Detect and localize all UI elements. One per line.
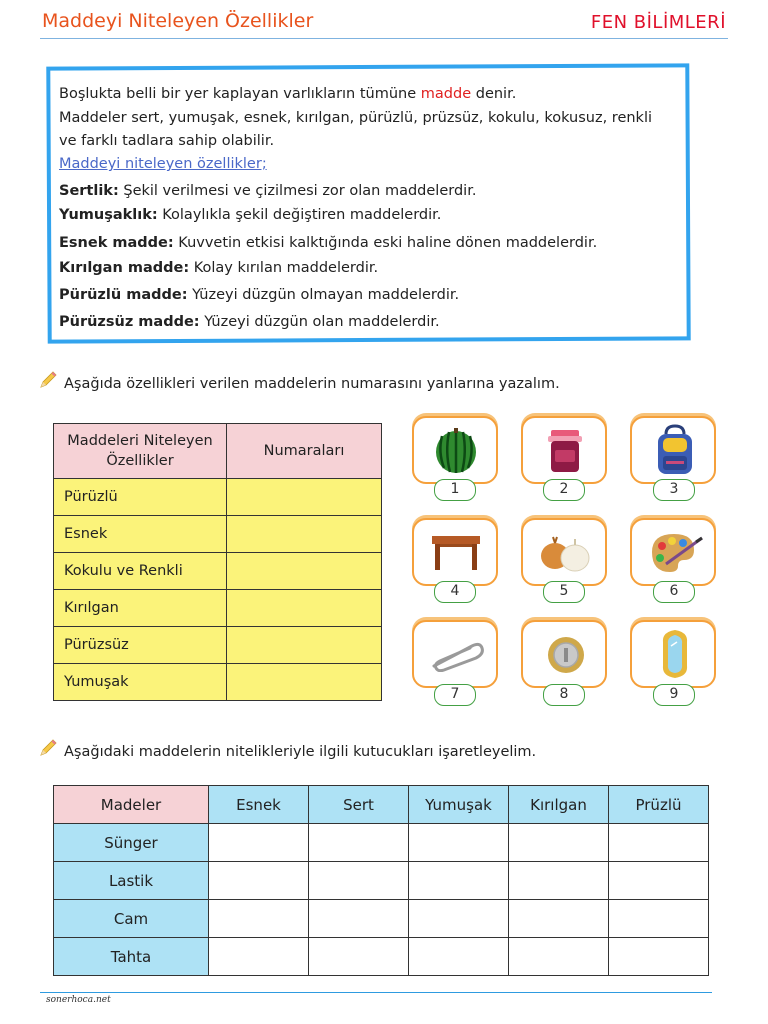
checkbox-cell[interactable] [409, 862, 509, 900]
number-answer-cell[interactable] [227, 664, 382, 701]
page-title: Maddeyi Niteleyen Özellikler [42, 10, 314, 32]
info-line-3: ve farklı tadlara sahip olabilir. [59, 133, 275, 149]
picture-card-9 [630, 620, 716, 688]
material-label: Cam [54, 900, 209, 938]
material-label: Tahta [54, 938, 209, 976]
subject-label: FEN BİLİMLERİ [590, 12, 726, 33]
definition-elastic [59, 234, 597, 252]
number-answer-cell[interactable] [227, 516, 382, 553]
checkbox-cell[interactable] [609, 862, 709, 900]
checkbox-cell[interactable] [409, 824, 509, 862]
picture-card-3 [630, 416, 716, 484]
watermelon-icon [434, 428, 478, 474]
property-label: Pürüzlü [54, 479, 227, 516]
table-row [54, 824, 709, 862]
picture-card-1 [412, 416, 498, 484]
madde-highlight: madde [420, 86, 472, 102]
paper-clip-icon [426, 638, 486, 672]
checkbox-cell[interactable] [509, 824, 609, 862]
picture-card-4 [412, 518, 498, 586]
definition-fragile [59, 259, 378, 277]
property-label: Yumuşak [54, 664, 227, 701]
col-header-hard: Sert [309, 786, 409, 824]
task1-instruction: Aşağıda özellikleri verilen maddelerin numarasını yanlarına yazalım. [64, 376, 560, 392]
checkbox-cell[interactable] [609, 900, 709, 938]
checkbox-cell[interactable] [309, 862, 409, 900]
definition-term: Yumuşaklık: [59, 207, 158, 223]
definition-term: Esnek madde: [59, 235, 174, 251]
property-label: Pürüzsüz [54, 627, 227, 664]
definition-text: Kolaylıkla şekil değiştiren maddelerdir. [157, 207, 442, 223]
number-answer-cell[interactable] [227, 553, 382, 590]
checkbox-cell[interactable] [209, 862, 309, 900]
backpack-icon [654, 424, 696, 476]
property-label: Esnek [54, 516, 227, 553]
info-text: denir. [471, 86, 517, 102]
definition-text: Kuvvetin etkisi kalktığında eski haline dönen maddelerdir. [173, 235, 598, 251]
card-number: 8 [543, 684, 585, 706]
col-header-soft: Yumuşak [409, 786, 509, 824]
property-label: Kokulu ve Renkli [54, 553, 227, 590]
checkbox-cell[interactable] [309, 900, 409, 938]
materials-table [53, 785, 709, 976]
table-icon [430, 532, 482, 572]
card-number: 3 [653, 479, 695, 501]
paint-palette-icon [646, 530, 704, 574]
table-row [54, 590, 382, 627]
definition-term: Pürüzlü madde: [59, 287, 188, 303]
picture-card-8 [521, 620, 607, 688]
checkbox-cell[interactable] [509, 938, 609, 976]
onion-icon [535, 534, 595, 574]
table-row [54, 938, 709, 976]
task2-instruction: Aşağıdaki maddelerin nitelikleriyle ilgili kutucukları işaretleyelim. [64, 744, 537, 760]
definition-smooth [59, 313, 440, 331]
definition-text: Yüzeyi düzgün olmayan maddelerdir. [187, 287, 460, 303]
definition-text: Yüzeyi düzgün olan maddelerdir. [199, 314, 440, 330]
checkbox-cell[interactable] [509, 862, 609, 900]
property-label: Kırılgan [54, 590, 227, 627]
card-number: 9 [653, 684, 695, 706]
pencil-icon [38, 738, 58, 758]
col-header-numbers: Numaraları [227, 424, 382, 479]
checkbox-cell[interactable] [409, 900, 509, 938]
info-line-2: Maddeler sert, yumuşak, esnek, kırılgan, pürüzlü, prüzsüz, kokulu, kokusuz, renkli [59, 110, 653, 126]
col-header-elastic: Esnek [209, 786, 309, 824]
footer-watermark: sonerhoca.net [46, 995, 111, 1005]
card-number: 5 [543, 581, 585, 603]
table-row [54, 627, 382, 664]
material-label: Sünger [54, 824, 209, 862]
picture-card-2 [521, 416, 607, 484]
picture-card-7 [412, 620, 498, 688]
card-number: 7 [434, 684, 476, 706]
checkbox-cell[interactable] [309, 824, 409, 862]
number-answer-cell[interactable] [227, 627, 382, 664]
checkbox-cell[interactable] [609, 824, 709, 862]
card-number: 2 [543, 479, 585, 501]
col-header-properties: Maddeleri Niteleyen Özellikler [54, 424, 227, 479]
checkbox-cell[interactable] [209, 824, 309, 862]
checkbox-cell[interactable] [309, 938, 409, 976]
properties-heading: Maddeyi niteleyen özellikler; [59, 156, 267, 172]
card-number: 6 [653, 581, 695, 603]
picture-card-5 [521, 518, 607, 586]
checkbox-cell[interactable] [209, 938, 309, 976]
table-row [54, 553, 382, 590]
top-divider [40, 38, 728, 39]
col-header-rough: Prüzlü [609, 786, 709, 824]
bottom-divider [40, 992, 712, 993]
checkbox-cell[interactable] [609, 938, 709, 976]
material-label: Lastik [54, 862, 209, 900]
definition-hardness [59, 182, 476, 200]
checkbox-cell[interactable] [409, 938, 509, 976]
col-header-fragile: Kırılgan [509, 786, 609, 824]
pencil-icon [38, 370, 58, 390]
properties-table [53, 423, 382, 701]
picture-card-6 [630, 518, 716, 586]
table-row [54, 479, 382, 516]
mirror-icon [660, 628, 690, 680]
definition-term: Sertlik: [59, 183, 119, 199]
table-row [54, 516, 382, 553]
checkbox-cell[interactable] [509, 900, 609, 938]
jam-jar-icon [545, 428, 585, 474]
card-number: 1 [434, 479, 476, 501]
card-number: 4 [434, 581, 476, 603]
definition-softness [59, 206, 441, 224]
definition-rough [59, 286, 459, 304]
definition-text: Şekil verilmesi ve çizilmesi zor olan maddelerdir. [118, 183, 477, 199]
checkbox-cell[interactable] [209, 900, 309, 938]
definition-term: Kırılgan madde: [59, 260, 190, 276]
number-answer-cell[interactable] [227, 479, 382, 516]
table-row [54, 862, 709, 900]
coin-icon [547, 636, 585, 674]
number-answer-cell[interactable] [227, 590, 382, 627]
info-line-1 [59, 85, 516, 103]
table-row [54, 900, 709, 938]
definition-term: Pürüzsüz madde: [59, 314, 200, 330]
info-text: Boşlukta belli bir yer kaplayan varlıkların tümüne [59, 86, 421, 102]
definition-text: Kolay kırılan maddelerdir. [189, 260, 379, 276]
col-header-materials: Madeler [54, 786, 209, 824]
table-row [54, 664, 382, 701]
